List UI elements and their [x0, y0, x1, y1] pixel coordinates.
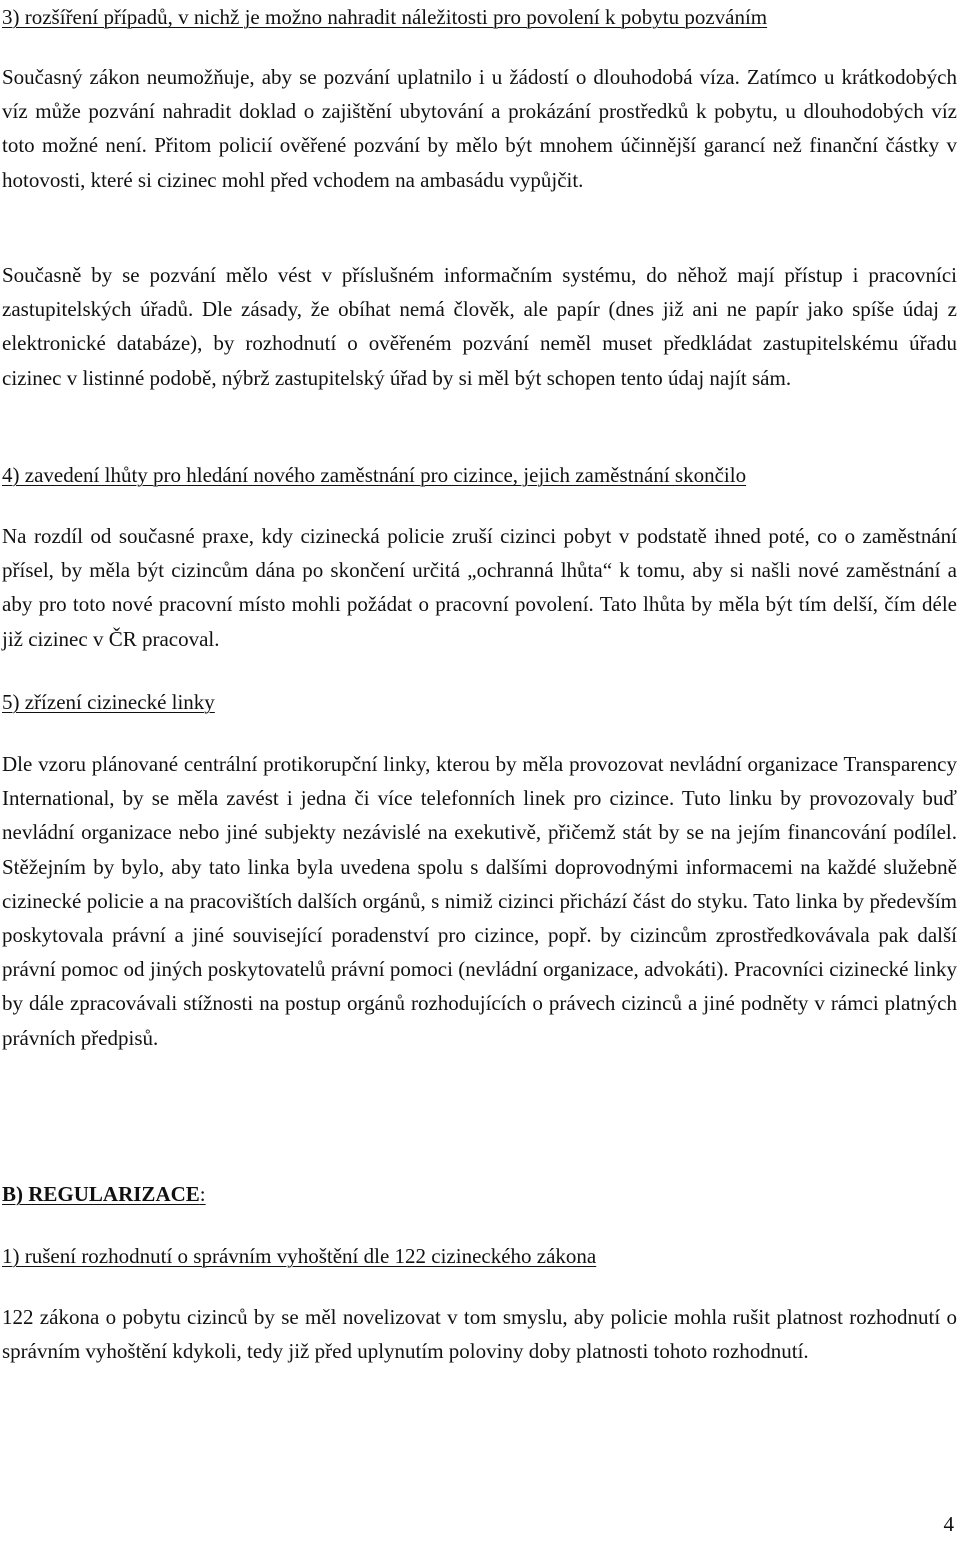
- part-b-heading: B) REGULARIZACE: [2, 1182, 200, 1206]
- part-b-paragraph: 122 zákona o pobytu cizinců by se měl novelizovat v tom smyslu, aby policie mohla rušit platnost rozhodnutí o správním vyhoštění kdykoli, tedy již před uplynutím poloviny doby platnosti tohoto rozhodnutí.: [2, 1305, 957, 1364]
- section-3-paragraph-2: Současně by se pozvání mělo vést v příslušném informačním systému, do něhož mají přístup i pracovníci zastupitelských úřadů. Dle zásady, že obíhat nemá člověk, ale papír (dnes již ani ne papír jako spíše údaj z elektronické databáze), by rozhodnutí o ověřeném pozvání neměl muset předkládat zastupitelskému úřadu cizinec v listinné podobě, nýbrž zastupitelský úřad by si měl být schopen tento údaj najít sám.: [2, 263, 957, 390]
- section-3-paragraph-1: Současný zákon neumožňuje, aby se pozvání uplatnilo i u žádostí o dlouhodobá víza. Zatímco u krátkodobých víz může pozvání nahradit doklad o zajištění ubytování a prokázání prostředků k pobytu, u dlouhodobých víz toto možné není. Přitom policií ověřené pozvání by mělo být mnohem účinnější garancí než finanční částky v hotovosti, které si cizinec mohl před vchodem na ambasádu vypůjčit.: [2, 65, 957, 192]
- section-5-paragraph-1: Dle vzoru plánované centrální protikorupční linky, kterou by měla provozovat nevládní organizace Transparency International, by se měla zavést i jedna či více telefonních linek pro cizince. Tuto linku by provozovaly buď nevládní organizace nebo jiné subjekty nezávislé na exekutivě, přičemž stát by se na jejím financování podílel. Stěžejním by bylo, aby tato linka byla uvedena spolu s dalšími doprovodnými informacemi na každé služebně cizinecké policie a na pracovištích dalších orgánů, s nimiž cizinci přichází část do styku. Tato linka by především poskytovala právní a jiné související poradenství pro cizince, popř. by cizincům zprostředkovávala pak další právní pomoc od jiných poskytovatelů právní pomoci (nevládní organizace, advokáti). Pracovníci cizinecké linky by dále zpracovávali stížnosti na postup orgánů rozhodujících o právech cizinců a jiné podněty v rámci platných právních předpisů.: [2, 752, 957, 1050]
- part-b-heading-colon: :: [199, 1182, 206, 1206]
- section-3-heading: 3) rozšíření případů, v nichž je možno nahradit náležitosti pro povolení k pobytu pozváním: [2, 5, 768, 29]
- section-5-heading: 5) zřízení cizinecké linky: [2, 690, 215, 714]
- section-4-paragraph-1: Na rozdíl od současné praxe, kdy cizinecká policie zruší cizinci pobyt v podstatě ihned poté, co o zaměstnání přísel, by měla být cizincům dána po skončení určitá „ochranná lhůta“ k tomu, aby si našli nové zaměstnání a aby pro toto nové pracovní místo mohli požádat o pracovní povolení. Tato lhůta by měla být tím delší, čím déle již cizinec v ČR pracoval.: [2, 524, 957, 651]
- part-b-subheading: 1) rušení rozhodnutí o správním vyhoštění dle 122 cizineckého zákona: [2, 1244, 597, 1268]
- section-4-heading: 4) zavedení lhůty pro hledání nového zaměstnání pro cizince, jejich zaměstnání skončilo: [2, 463, 747, 487]
- page-number: 4: [943, 1512, 954, 1536]
- part-b-heading-line: [2, 1177, 957, 1211]
